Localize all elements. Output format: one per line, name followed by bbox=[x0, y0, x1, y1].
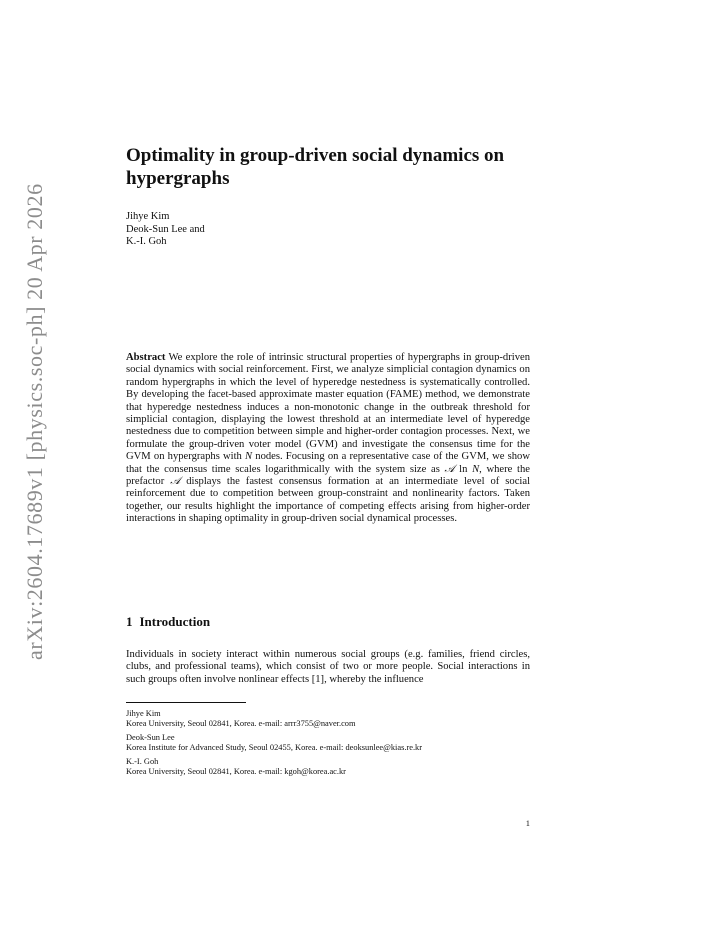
footnote-name: K.-I. Goh bbox=[126, 756, 159, 766]
abstract-symbol-n: N bbox=[245, 451, 253, 463]
author-1: Jihye Kim bbox=[126, 211, 170, 222]
abstract-label: Abstract bbox=[126, 352, 166, 363]
paper-title-line-1: Optimality in group-driven social dynamics on bbox=[126, 145, 505, 166]
arxiv-identifier-stamp: arXiv:2604.17689v1 [physics.soc-ph] 20 Apr 2026 bbox=[22, 183, 47, 660]
abstract-symbol-prefactor-2: 𝒜 bbox=[170, 476, 181, 488]
footnote-author-1 bbox=[126, 709, 530, 730]
footnote-name: Deok-Sun Lee bbox=[126, 732, 175, 742]
author-affiliation-footnotes bbox=[126, 709, 530, 780]
author-2: Deok-Sun Lee and bbox=[126, 223, 205, 235]
section-title: Introduction bbox=[139, 614, 211, 629]
footnote-separator bbox=[126, 702, 246, 703]
footnote-name: Jihye Kim bbox=[126, 709, 161, 718]
author-list bbox=[126, 211, 426, 249]
section-number: 1 bbox=[126, 614, 133, 629]
footnote-affiliation: Korea University, Seoul 02841, Korea. e-mail: arrr3755@naver.com bbox=[126, 719, 356, 729]
footnote-author-2 bbox=[126, 733, 530, 754]
abstract-text-3: , where the prefactor bbox=[126, 463, 530, 488]
section-heading-introduction bbox=[126, 614, 210, 630]
abstract-text-4: displays the fastest consensus formation at an intermediate level of social reinforcement due to competition between group-constraint and nonlinearity factors. Taken together, our results highlight the importance of competing effects arising from higher-order interactions in shaping optimality in group-driven social dynamical processes. bbox=[126, 476, 531, 525]
abstract-paragraph bbox=[126, 352, 530, 526]
introduction-paragraph: Individuals in society interact within numerous social groups (e.g. families, friend circles, clubs, and professional teams), which consist of two or more people. Social interactions in such groups often involve nonlinear effects [1], whereby the influence bbox=[126, 649, 530, 685]
paper-title-line-2: hypergraphs bbox=[126, 168, 230, 189]
page-number: 1 bbox=[525, 818, 530, 828]
abstract-symbol-n-2: N bbox=[472, 463, 480, 475]
paper-title bbox=[126, 144, 546, 190]
abstract-text-1: We explore the role of intrinsic structural properties of hypergraphs in group-driven social dynamics with social reinforcement. First, we analyze simplicial contagion dynamics on random hypergraphs in which the level of hyperedge nestedness is systematically controlled. By developing the facet-based approximate master equation (FAME) method, we demonstrate that hyperedge nestedness induces a non-monotonic change in the outbreak threshold for simplicial contagion, displaying the lowest threshold at an intermediate level of hyperedge nestedness due to competition between simple and higher-order contagion processes. Next, we formulate the group-driven voter model (GVM) and investigate the consensus time for the GVM on hypergraphs with bbox=[126, 352, 530, 463]
footnote-author-3 bbox=[126, 757, 530, 778]
author-3: K.-I. Goh bbox=[126, 236, 167, 247]
abstract-symbol-prefactor: 𝒜 bbox=[444, 463, 455, 475]
abstract-symbol-ln: ln bbox=[454, 463, 473, 475]
footnote-affiliation: Korea Institute for Advanced Study, Seoul 02455, Korea. e-mail: deoksunlee@kias.re.kr bbox=[126, 743, 423, 753]
abstract-text-2: nodes. Focusing on a representative case of the GVM, we show that the consensus time scales logarithmically with the system size as bbox=[126, 451, 530, 475]
footnote-affiliation: Korea University, Seoul 02841, Korea. e-mail: kgoh@korea.ac.kr bbox=[126, 767, 346, 777]
